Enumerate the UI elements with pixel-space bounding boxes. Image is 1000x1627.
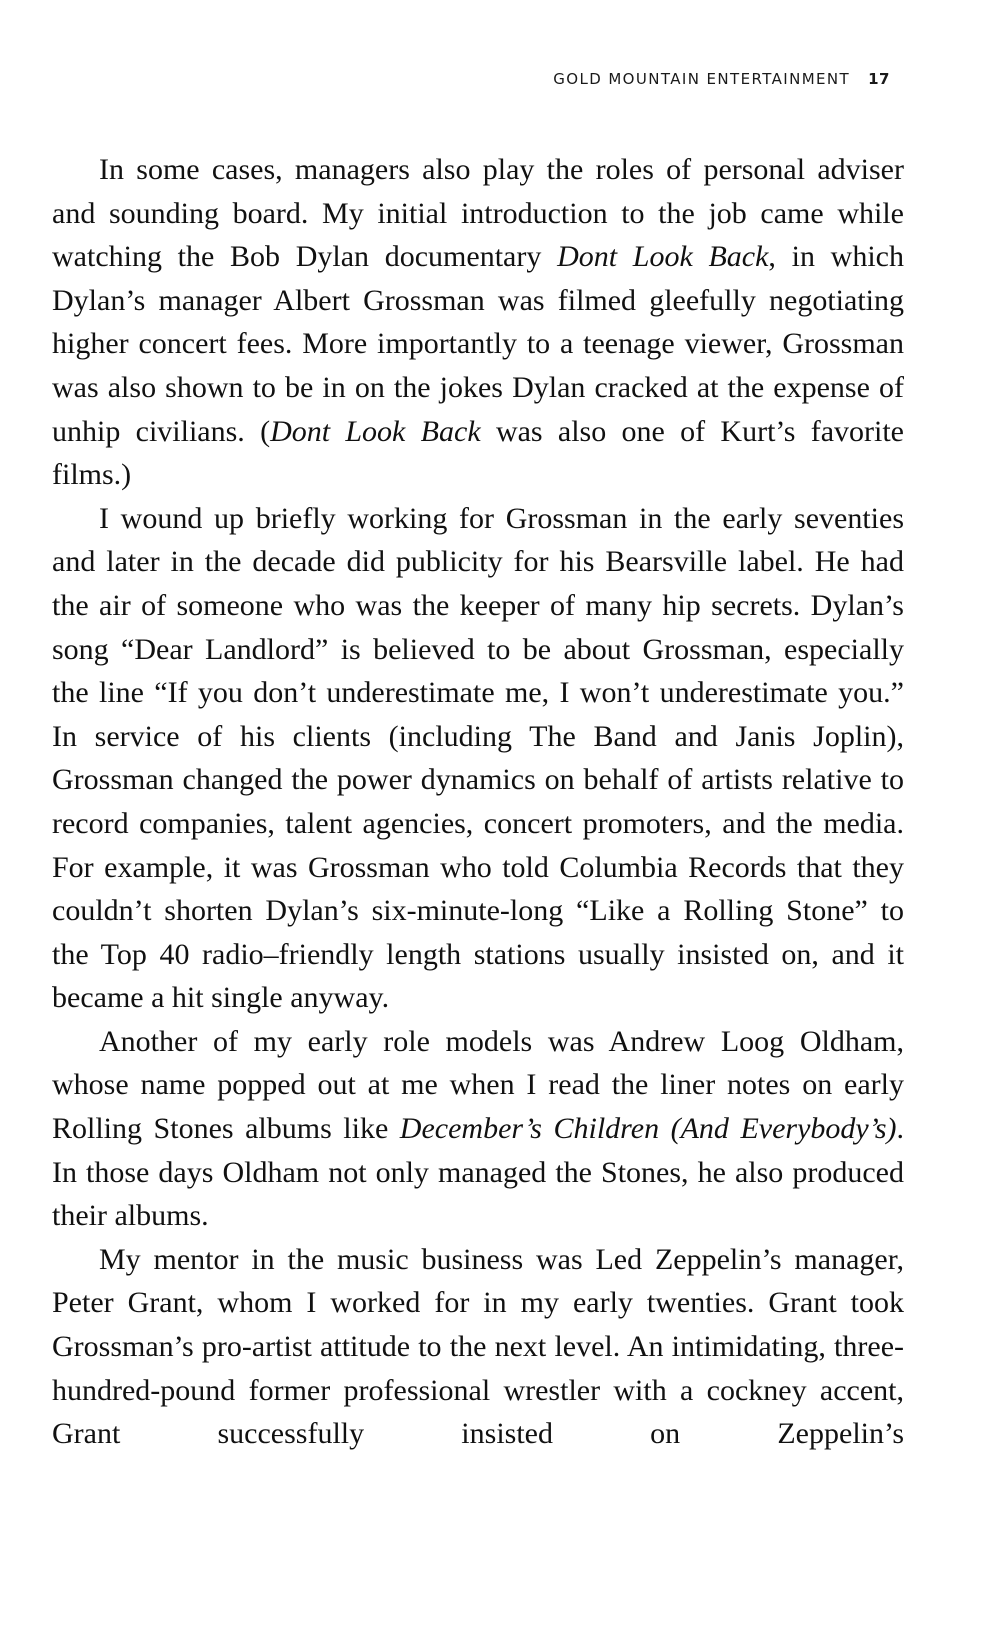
running-head [553, 70, 890, 88]
page-number: 17 [868, 70, 890, 88]
text-run: , in which Dylan’s manager Albert Grossman was filmed gleefully negotiating higher concert fees. More importantly to a teenage viewer, Grossman was also shown to be in on the jokes Dylan cracked at the expense of unhip civilians. ( [52, 240, 904, 448]
body-text [52, 148, 904, 1456]
text-run: was also one of Kurt’s favorite films.) [52, 414, 904, 492]
italic-title: Dont Look Back [270, 414, 481, 448]
running-head-title: GOLD MOUNTAIN ENTERTAINMENT [553, 70, 851, 88]
text-run: . In those days Oldham not only managed the Stones, he also produced their albums. [52, 1112, 904, 1233]
text-run: I wound up briefly working for Grossman in the early seventies and later in the decade did publicity for his Bearsville label. He had the air of someone who was the keeper of many hip secrets. Dylan’s song “Dear Landlord” is believed to be about Grossman, especially the line “If you don’t underestimate me, I won’t underestimate you.” In service of his clients (including The Band and Janis Joplin), Grossman changed the power dynamics on behalf of artists relative to record companies, talent agencies, concert promoters, and the media. For example, it was Grossman who told Columbia Records that they couldn’t shorten Dylan’s six-minute-long “Like a Rolling Stone” to the Top 40 radio–friendly length stations usually insisted on, and it became a hit single anyway. [52, 501, 904, 1015]
italic-title: December’s Children (And Everybody’s) [399, 1112, 897, 1146]
paragraph [52, 497, 904, 1020]
text-run: In some cases, managers also play the roles of personal adviser and sounding board. My initial introduction to the job came while watching the Bob Dylan documentary [52, 153, 904, 274]
paragraph [52, 148, 904, 497]
paragraph [52, 1020, 904, 1238]
text-run: My mentor in the music business was Led Zeppelin’s manager, Peter Grant, whom I worked for in my early twenties. Grant took Grossman’s pro-artist attitude to the next level. An intimidating, three-hundred-pound former professional wrestler with a cockney accent, Grant successfully insisted on Zeppelin’s [52, 1242, 904, 1451]
italic-title: Dont Look Back [557, 240, 769, 274]
paragraph [52, 1238, 904, 1456]
text-run: Another of my early role models was Andrew Loog Oldham, whose name popped out at me when I read the liner notes on early Rolling Stones albums like [52, 1024, 904, 1146]
